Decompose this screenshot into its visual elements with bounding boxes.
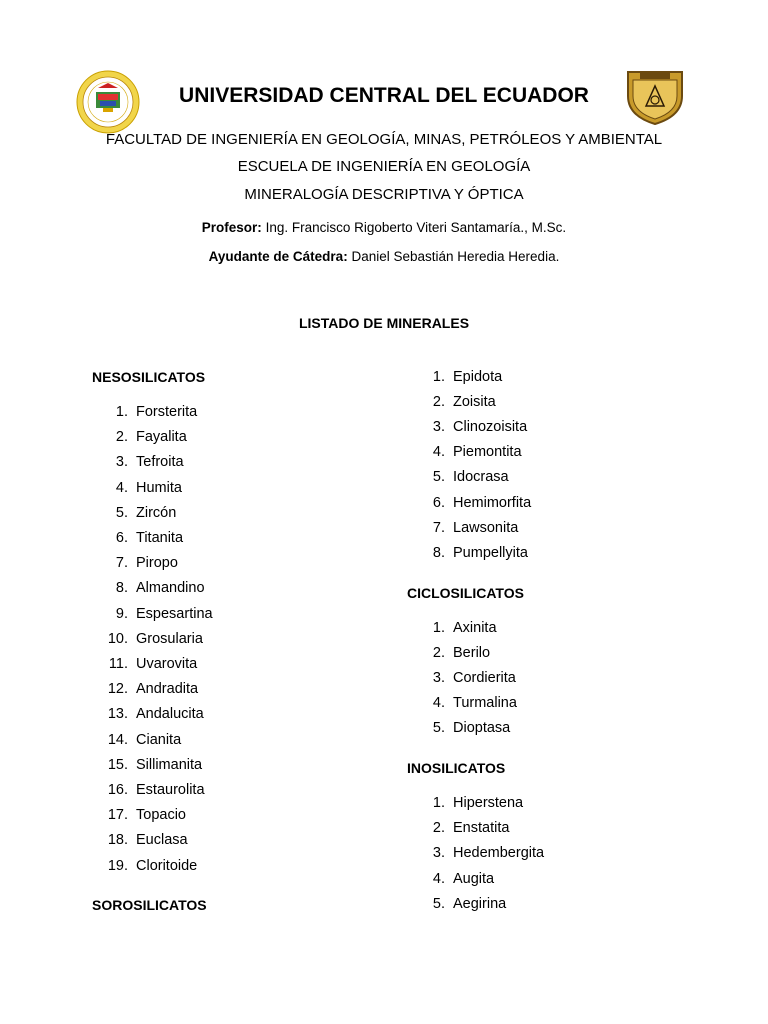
list-item-label: Pumpellyita: [453, 544, 528, 561]
list-item: [104, 606, 213, 624]
list-item-label: Estaurolita: [136, 782, 205, 798]
list-item-label: Zircón: [136, 504, 177, 521]
list-item-label: Almandino: [136, 580, 205, 597]
list-item-label: Piemontita: [453, 444, 522, 461]
list-item-number: 3.: [115, 454, 128, 471]
list-item: [421, 444, 522, 462]
list-item-label: Piropo: [136, 555, 178, 572]
list-item-label: Enstatita: [453, 820, 510, 837]
list-item-number: 7.: [115, 555, 128, 572]
list-item-label: Humita: [136, 479, 182, 496]
list-item: [104, 429, 187, 447]
section-heading-ciclosilicatos: CICLOSILICATOS: [407, 585, 524, 601]
list-item-number: 1.: [432, 795, 445, 811]
list-item-number: 13.: [107, 706, 128, 723]
list-item-label: Cloritoide: [136, 857, 198, 874]
list-item-number: 2.: [432, 645, 445, 661]
list-item: [104, 681, 198, 699]
professor-line: [0, 220, 768, 235]
list-item-number: 8.: [432, 544, 445, 561]
list-item-label: Cordierita: [453, 670, 516, 686]
list-item: [104, 782, 205, 800]
list-item-label: Espesartina: [136, 605, 213, 622]
list-item: [421, 670, 516, 688]
list-item: [421, 520, 518, 538]
assistant-line: [0, 249, 768, 264]
list-item: [104, 404, 197, 422]
professor-label: Profesor:: [201, 220, 262, 235]
list-item: [104, 505, 176, 523]
list-item: [104, 757, 202, 775]
list-item: [104, 580, 205, 598]
list-item-label: Uvarovita: [136, 656, 198, 672]
list-item-number: 4.: [115, 479, 128, 496]
list-item-label: Berilo: [453, 645, 491, 661]
list-item: [104, 832, 188, 850]
list-item: [104, 480, 182, 498]
list-item-label: Topacio: [136, 807, 186, 824]
list-item: [421, 545, 528, 563]
faculty-name: FACULTAD DE INGENIERÍA EN GEOLOGÍA, MINAS, PETRÓLEOS Y AMBIENTAL: [105, 131, 663, 148]
list-item-label: Dioptasa: [453, 720, 511, 736]
list-item: [421, 845, 544, 863]
list-item-label: Turmalina: [453, 695, 517, 711]
list-item: [104, 530, 183, 548]
list-item-number: 19.: [107, 857, 128, 874]
listing-title: LISTADO DE MINERALES: [298, 315, 470, 331]
list-item-number: 4.: [432, 444, 445, 461]
list-item-number: 3.: [432, 845, 445, 862]
list-item: [104, 807, 186, 825]
list-item-number: 14.: [107, 731, 128, 748]
assistant-name: Daniel Sebastián Heredia Heredia.: [351, 249, 560, 264]
list-item: [421, 495, 531, 513]
list-item-number: 4.: [432, 695, 445, 711]
list-item-label: Zoisita: [453, 394, 496, 411]
section-heading-inosilicatos: INOSILICATOS: [407, 760, 506, 776]
list-item: [421, 820, 509, 838]
list-item-number: 3.: [432, 670, 445, 686]
list-item: [421, 720, 510, 738]
list-item: [104, 555, 178, 573]
list-item-label: Andalucita: [136, 706, 204, 723]
list-item: [421, 419, 527, 437]
section-heading-sorosilicatos: SOROSILICATOS: [92, 897, 207, 913]
list-item-number: 7.: [432, 519, 445, 536]
list-item-number: 3.: [432, 419, 445, 436]
course-name: MINERALOGÍA DESCRIPTIVA Y ÓPTICA: [244, 186, 524, 203]
list-item-label: Idocrasa: [453, 469, 509, 486]
list-item-number: 18.: [107, 832, 128, 849]
list-item-number: 5.: [432, 720, 445, 736]
list-item-label: Grosularia: [136, 630, 203, 647]
list-item: [104, 454, 184, 472]
list-item: [421, 394, 496, 412]
list-item-label: Forsterita: [136, 404, 198, 420]
list-item-label: Hiperstena: [453, 795, 524, 811]
list-item-number: 1.: [432, 369, 445, 385]
list-item: [421, 469, 509, 487]
list-item-number: 1.: [115, 404, 128, 420]
school-name: ESCUELA DE INGENIERÍA EN GEOLOGÍA: [237, 158, 531, 175]
list-item-number: 15.: [107, 756, 128, 773]
list-item-label: Fayalita: [136, 429, 187, 446]
list-item-number: 2.: [115, 429, 128, 446]
list-item-number: 6.: [432, 494, 445, 511]
list-item-label: Andradita: [136, 681, 199, 698]
list-item-number: 10.: [107, 630, 128, 647]
list-item-number: 2.: [432, 394, 445, 411]
list-item-number: 8.: [115, 580, 128, 597]
list-item-number: 11.: [108, 656, 128, 672]
list-item: [421, 795, 523, 813]
list-item: [421, 896, 506, 914]
list-item-number: 6.: [115, 530, 128, 546]
professor-name: Ing. Francisco Rigoberto Viteri Santamaría., M.Sc.: [265, 220, 567, 235]
list-item-label: Axinita: [453, 620, 497, 636]
list-item: [421, 695, 517, 713]
list-item-number: 12.: [107, 681, 128, 698]
section-heading-nesosilicatos: NESOSILICATOS: [92, 369, 206, 385]
list-item-number: 1.: [432, 620, 445, 636]
list-item: [104, 706, 204, 724]
list-item-number: 2.: [432, 820, 445, 837]
list-item-label: Hemimorfita: [453, 494, 532, 511]
list-item-label: Sillimanita: [136, 756, 203, 773]
list-item-label: Tefroita: [136, 454, 184, 471]
list-item: [104, 858, 197, 876]
list-item: [104, 656, 197, 674]
list-item-label: Lawsonita: [453, 519, 519, 536]
list-item-label: Hedembergita: [453, 845, 545, 862]
list-item: [104, 732, 181, 750]
list-item-label: Clinozoisita: [453, 419, 528, 436]
list-item-number: 5.: [115, 504, 128, 521]
list-item-number: 17.: [107, 807, 128, 824]
list-item-label: Titanita: [136, 530, 184, 546]
list-item-label: Epidota: [453, 369, 503, 385]
list-item: [421, 369, 502, 387]
list-item-number: 9.: [115, 605, 128, 622]
list-item-number: 16.: [107, 782, 128, 798]
university-title: UNIVERSIDAD CENTRAL DEL ECUADOR: [179, 84, 589, 107]
list-item-number: 4.: [432, 870, 445, 887]
list-item-number: 5.: [432, 469, 445, 486]
list-item-label: Aegirina: [453, 895, 507, 912]
list-item: [104, 631, 203, 649]
assistant-label: Ayudante de Cátedra:: [208, 249, 348, 264]
list-item: [421, 871, 494, 889]
list-item-label: Euclasa: [136, 832, 188, 849]
list-item-number: 5.: [432, 895, 445, 912]
list-item-label: Augita: [453, 870, 495, 887]
list-item-label: Cianita: [136, 731, 182, 748]
list-item: [421, 645, 490, 663]
list-item: [421, 620, 497, 638]
